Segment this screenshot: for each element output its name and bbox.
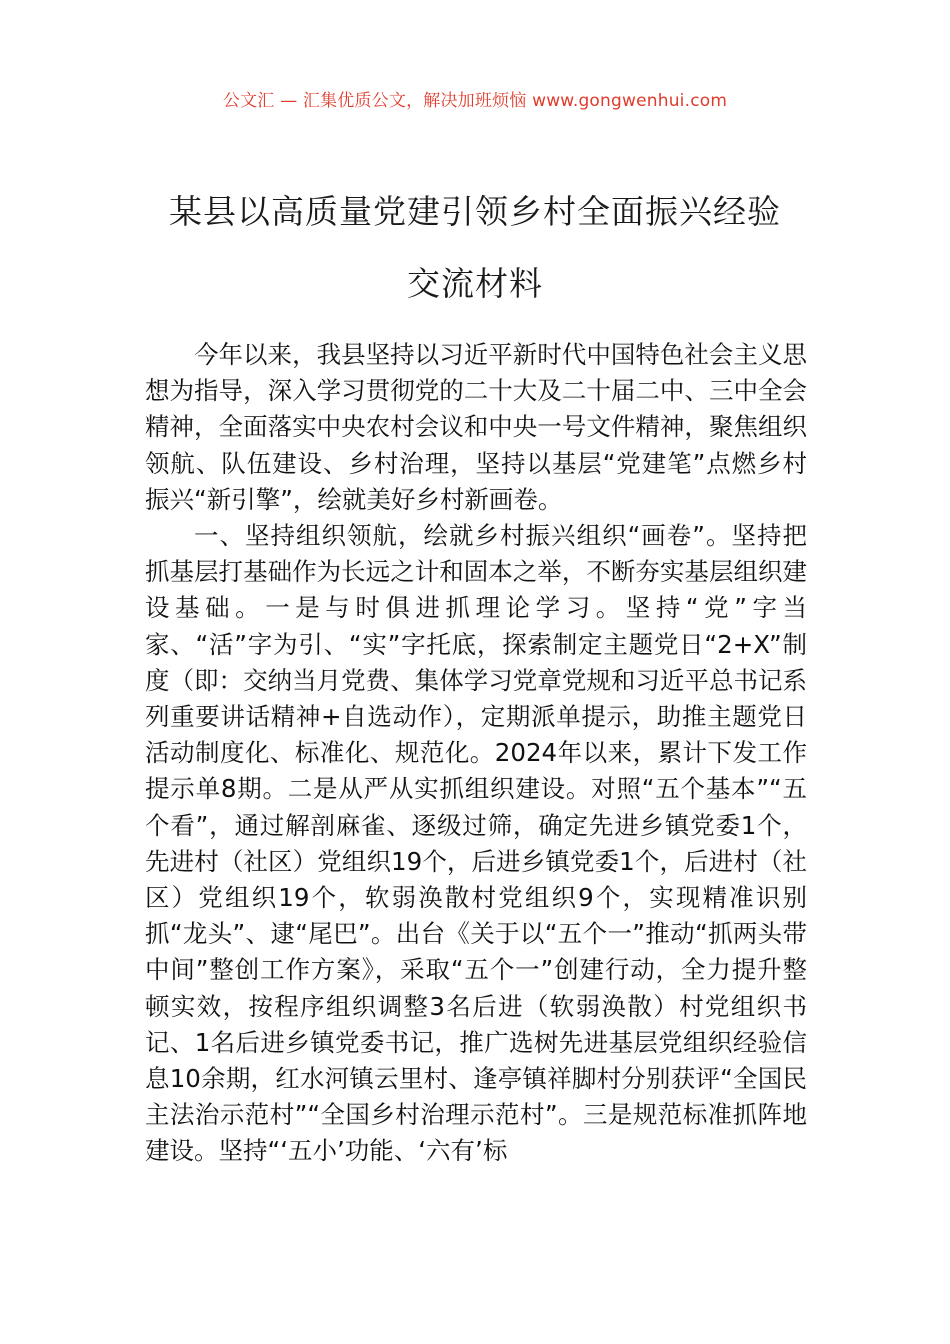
paragraph-section-1: 一、坚持组织领航，绘就乡村振兴组织“画卷”。坚持把抓基层打基础作为长远之计和固本之举，不断夯实基层组织建设基础。一是与时俱进抓理论学习。坚持“党”字当家、“活”字为引、“实”字托底，探索制定主题党日“2+X”制度（即：交纳当月党费、集体学习党章党规和习近平总书记系列重要讲话精神+自选动作），定期派单提示，助推主题党日活动制度化、标准化、规范化。2024年以来，累计下发工作提示单8期。二是从严从实抓组织建设。对照“五个基本”“五个看”，通过解剖麻雀、逐级过筛，确定先进乡镇党委1个，先进村（社区）党组织19个，后进乡镇党委1个，后进村（社区）党组织19个，软弱涣散村党组织9个，实现精准识别抓“龙头”、逮“尾巴”。出台《关于以“五个一”推动“抓两头带中间”整创工作方案》，采取“五个一”创建行动，全力提升整顿实效，按程序组织调整3名后进（软弱涣散）村党组织书记、1名后进乡镇党委书记，推广选树先进基层党组织经验信息10余期，红水河镇云里村、逢亭镇祥脚村分别获评“全国民主法治示范村”“全国乡村治理示范村”。三是规范标准抓阵地建设。坚持“‘五小’功能、‘六有’标: [145, 521, 807, 1166]
paragraph-intro: 今年以来，我县坚持以习近平新时代中国特色社会主义思想为指导，深入学习贯彻党的二十大及二十届二中、三中全会精神，全面落实中央农村会议和中央一号文件精神，聚焦组织领航、队伍建设、乡村治理，坚持以基层“党建笔”点燃乡村振兴“新引擎”，绘就美好乡村新画卷。: [145, 340, 807, 514]
document-body: [145, 337, 807, 1170]
site-header-banner: 公文汇 — 汇集优质公文，解决加班烦恼 www.gongwenhui.com: [222, 91, 728, 111]
title-line-1: 某县以高质量党建引领乡村全面振兴经验: [169, 192, 781, 231]
document-title: [145, 176, 805, 320]
title-line-2: 交流材料: [407, 264, 543, 303]
